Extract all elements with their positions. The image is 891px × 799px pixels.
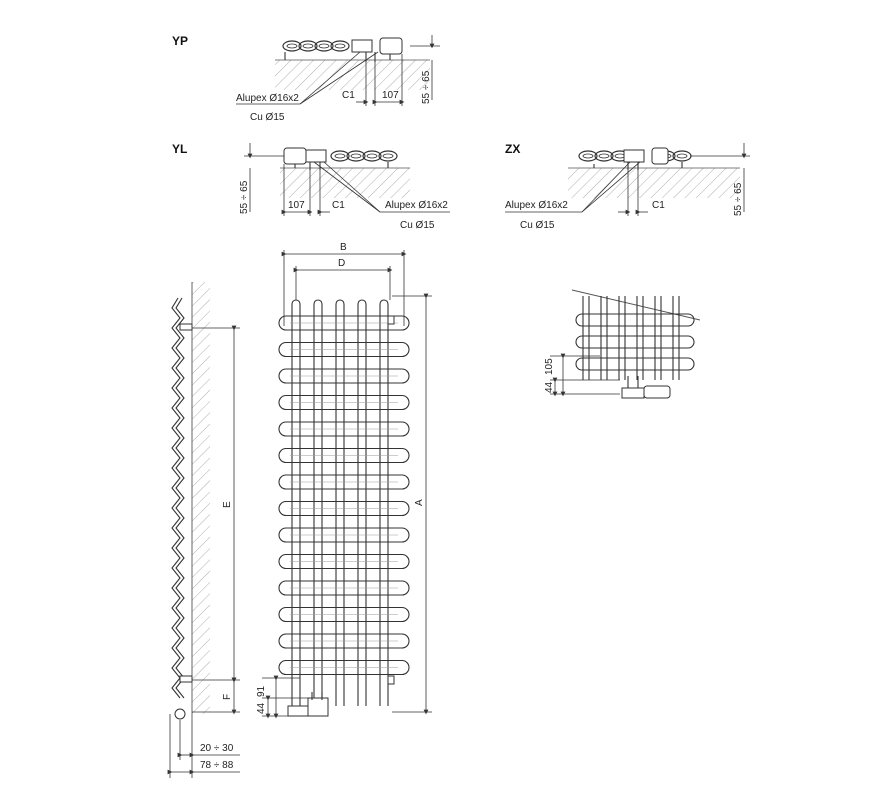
detail-valve-body [622,388,644,398]
yl-chain [331,151,397,161]
yp-valve-body [352,40,372,52]
weave-vertical-tube [358,300,366,706]
weave-top-bracket [388,316,394,324]
zx-alupex-label: Alupex Ø16x2 [505,200,568,211]
yp-depth-label: 55 ÷ 65 [421,70,432,104]
zx-detail [544,282,700,398]
yp-chain [283,41,349,51]
side-zigzag [172,298,180,698]
front-valve-body [308,698,328,716]
zx-wall [568,168,740,198]
weave-vertical-tube [380,300,388,706]
yl-c1-label: C1 [332,200,345,211]
yl-alupex-label: Alupex Ø16x2 [385,200,448,211]
front-a-label: A [414,499,425,506]
detail-horizontal-loop [576,314,694,326]
yl-view [172,142,450,231]
side-view [170,282,240,778]
yp-wall [275,60,430,90]
detail-head [644,386,670,398]
yl-valve-body [306,150,326,162]
weave-bottom-bracket [388,676,394,684]
front-h1-label: 44 [256,702,267,714]
detail-h2-label: 105 [544,358,555,375]
front-view [256,242,432,716]
yp-cu-label: Cu Ø15 [250,112,285,123]
front-h2-label: 91 [256,685,267,697]
yp-offset-label: 107 [382,90,399,101]
detail-horizontal-loop [576,336,694,348]
side-e-label: E [222,501,233,508]
yp-alupex-label: Alupex Ø16x2 [236,93,299,104]
zx-valve-body [624,150,644,162]
yl-title: YL [172,142,188,156]
side-top-bracket [180,324,192,330]
detail-h1-label: 44 [544,381,555,393]
weave-vertical-tube [292,300,300,706]
weave-vertical-tube [336,300,344,706]
yp-view [172,34,440,123]
yp-title: YP [172,34,189,48]
zx-cu-label: Cu Ø15 [520,220,555,231]
zx-head [652,148,668,164]
front-b-label: B [340,242,347,253]
side-f-label: F [222,693,233,700]
detail-vertical-tube [601,296,607,380]
front-valve-head [288,706,308,716]
side-wall [192,282,210,714]
yl-offset-label: 107 [288,200,305,211]
detail-vertical-tube [583,296,589,380]
detail-horizontal-loop [576,358,694,370]
side-bottom-bracket [180,676,192,682]
zx-depth-label: 55 ÷ 65 [733,182,744,216]
yp-c1-label: C1 [342,90,355,101]
side-total-depth-label: 78 ÷ 88 [200,760,234,771]
zx-view [505,142,750,231]
side-wall-gap-label: 20 ÷ 30 [200,743,234,754]
zx-title: ZX [505,142,521,156]
yl-head [284,148,306,164]
yl-wall [280,168,410,198]
detail-vertical-tube [619,296,625,380]
front-d-label: D [338,258,346,269]
front-weave [279,300,409,706]
yl-depth-label: 55 ÷ 65 [239,180,250,214]
zx-c1-label: C1 [652,200,665,211]
weave-vertical-tube [314,300,322,706]
detail-vertical-tube [637,296,643,380]
yl-cu-label: Cu Ø15 [400,220,435,231]
side-valve [175,709,185,719]
yp-head [380,38,402,54]
